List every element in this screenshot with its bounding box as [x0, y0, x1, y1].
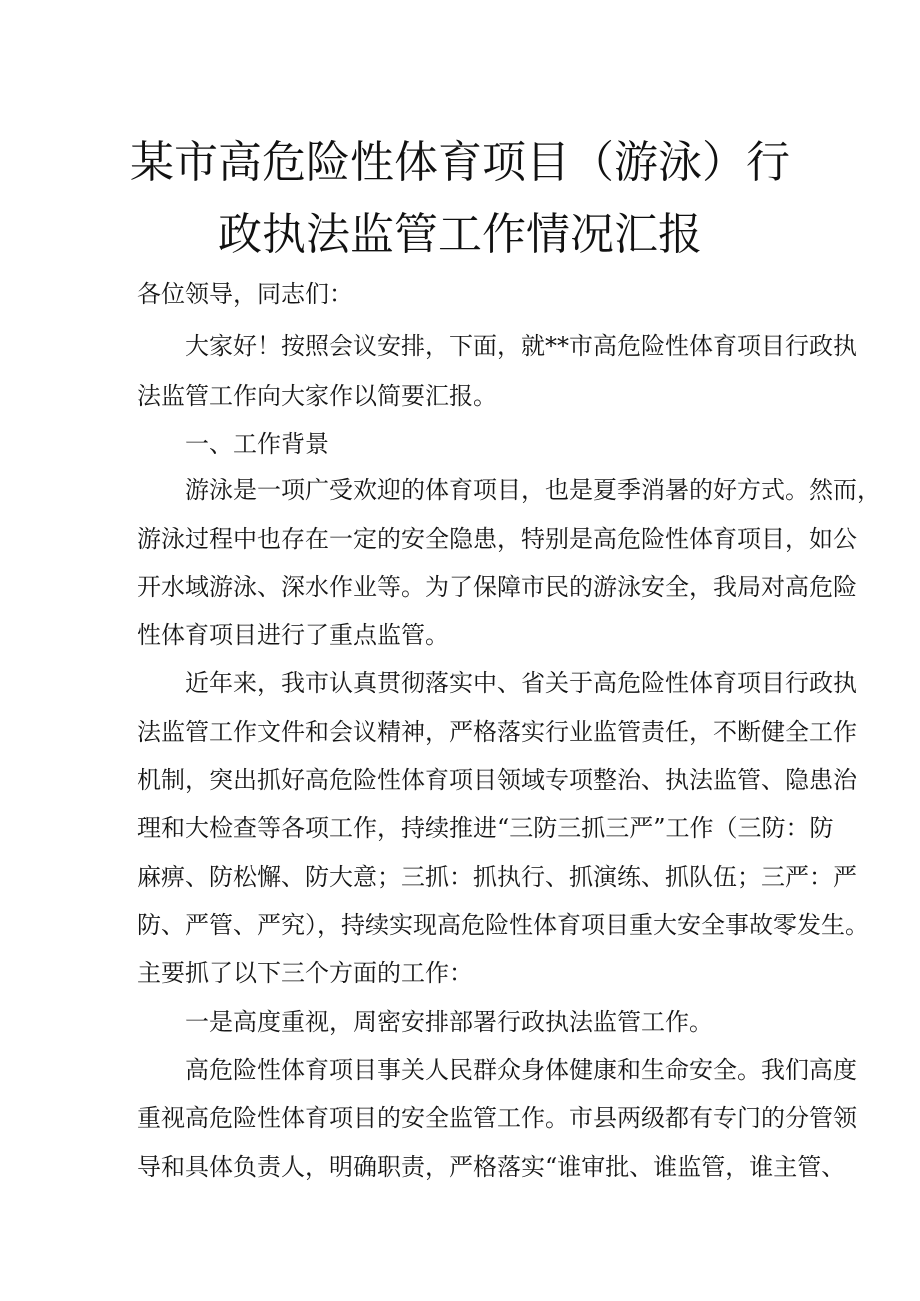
paragraph-line: 大家好！按照会议安排，下面，就**市高危险性体育项目行政执	[185, 332, 857, 360]
paragraph-line: 主要抓了以下三个方面的工作：	[137, 959, 473, 987]
document-title-line-1: 某市高危险性体育项目（游泳）行	[130, 137, 790, 188]
paragraph-line: 机制，突出抓好高危险性体育项目领域专项整治、执法监管、隐患治	[137, 766, 857, 794]
paragraph-line: 防、严管、严究），持续实现高危险性体育项目重大安全事故零发生。	[137, 911, 869, 939]
paragraph-line: 游泳是一项广受欢迎的体育项目，也是夏季消暑的好方式。然而，	[185, 476, 881, 504]
subsection-heading: 一是高度重视，周密安排部署行政执法监管工作。	[185, 1008, 713, 1036]
paragraph-line: 性体育项目进行了重点监管。	[137, 621, 449, 649]
paragraph-line: 法监管工作文件和会议精神，严格落实行业监管责任，不断健全工作	[137, 718, 857, 746]
paragraph-line: 近年来，我市认真贯彻落实中、省关于高危险性体育项目行政执	[185, 669, 857, 697]
paragraph-line: 法监管工作向大家作以简要汇报。	[137, 382, 497, 410]
paragraph-line: 理和大检查等各项工作，持续推进“三防三抓三严”工作（三防：防	[137, 814, 834, 842]
salutation: 各位领导，同志们：	[137, 280, 353, 308]
document-title-line-2: 政执法监管工作情况汇报	[218, 209, 702, 260]
paragraph-line: 导和具体负责人，明确职责，严格落实“谁审批、谁监管，谁主管、	[137, 1153, 846, 1181]
paragraph-line: 高危险性体育项目事关人民群众身体健康和生命安全。我们高度	[185, 1056, 857, 1084]
section-heading: 一、工作背景	[185, 430, 329, 458]
paragraph-line: 开水域游泳、深水作业等。为了保障市民的游泳安全，我局对高危险	[137, 573, 857, 601]
paragraph-line: 麻痹、防松懈、防大意；三抓：抓执行、抓演练、抓队伍；三严：严	[137, 863, 857, 891]
paragraph-line: 游泳过程中也存在一定的安全隐患，特别是高危险性体育项目，如公	[137, 525, 857, 553]
paragraph-line: 重视高危险性体育项目的安全监管工作。市县两级都有专门的分管领	[137, 1104, 857, 1132]
